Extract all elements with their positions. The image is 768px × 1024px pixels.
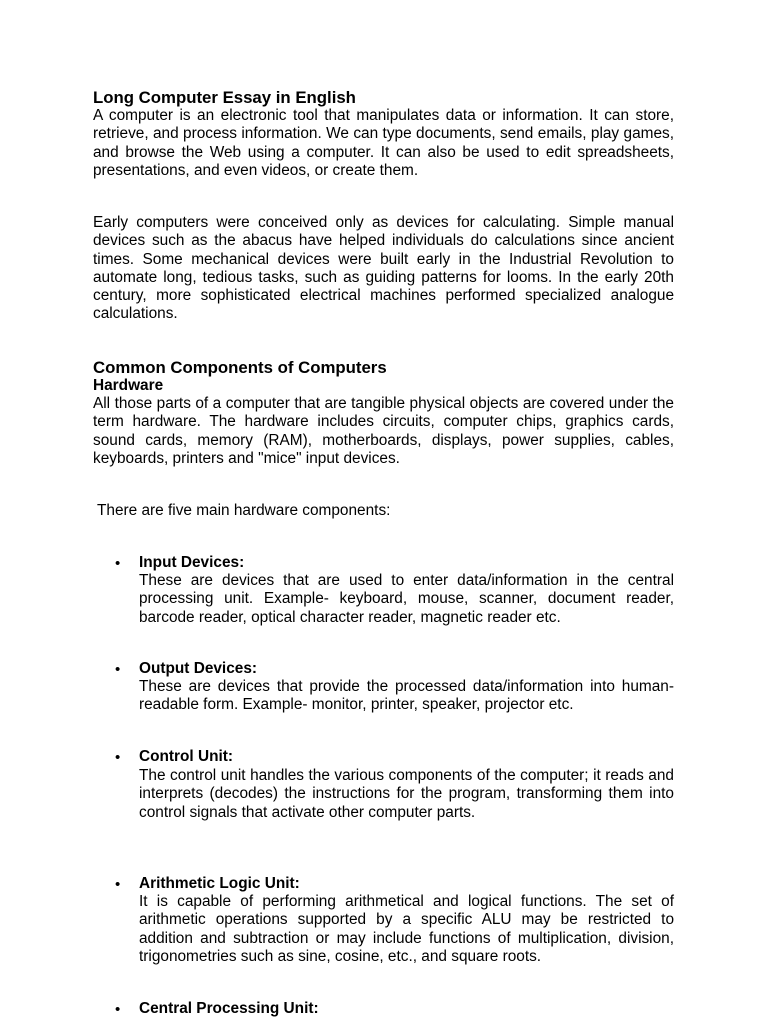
list-item-title: Input Devices: xyxy=(139,554,245,571)
intro-paragraph: A computer is an electronic tool that manipulates data or information. It can store, retrieve, and process information. We can type documents, send emails, play games, and browse the Web using a computer. It can also be used to edit spreadsheets, presentations, and even videos, or create them. xyxy=(93,107,674,179)
hardware-paragraph: All those parts of a computer that are tangible physical objects are covered under the term hardware. The hardware includes circuits, computer chips, graphics cards, sound cards, memory (RAM), motherboards, displays, power supplies, cables, keyboards, printers and "mice" input devices. xyxy=(93,395,674,467)
history-paragraph: Early computers were conceived only as devices for calculating. Simple manual devices such as the abacus have helped individuals do calculations since ancient times. Some mechanical devices were built early in the Industrial Revolution to automate long, tedious tasks, such as guiding patterns for looms. In the early 20th century, more sophisticated electrical machines performed specialized analogue calculations. xyxy=(93,214,674,323)
components-heading: Common Components of Computers xyxy=(93,358,387,377)
list-item-title: Arithmetic Logic Unit: xyxy=(139,875,300,892)
list-bullet: • xyxy=(115,661,121,678)
list-item-title: Control Unit: xyxy=(139,748,234,765)
list-item-body: It is capable of performing arithmetical and logical functions. The set of arithmetic operations supported by a specific ALU may be restricted to addition and subtraction or may include functions of multiplication, division, trigonometries such as sine, cosine, etc., and square roots. xyxy=(139,893,674,965)
list-bullet: • xyxy=(115,1001,121,1018)
list-item-title: Output Devices: xyxy=(139,660,258,677)
hardware-list-intro: There are five main hardware components: xyxy=(97,502,391,519)
hardware-subheading: Hardware xyxy=(93,377,164,394)
list-bullet: • xyxy=(115,555,121,572)
list-bullet: • xyxy=(115,876,121,893)
essay-title: Long Computer Essay in English xyxy=(93,88,356,107)
list-item-body: The control unit handles the various components of the computer; it reads and interprets (decodes) the instructions for the program, transforming them into control signals that activate other computer parts. xyxy=(139,767,674,821)
list-bullet: • xyxy=(115,749,121,766)
list-item-title: Central Processing Unit: xyxy=(139,1000,319,1017)
list-item-body: These are devices that provide the processed data/information into human-readable form. Example- monitor, printer, speaker, projector etc. xyxy=(139,678,674,714)
list-item-body: These are devices that are used to enter data/information in the central processing unit. Example- keyboard, mouse, scanner, document reader, barcode reader, optical character reader, magnetic reader etc. xyxy=(139,572,674,626)
